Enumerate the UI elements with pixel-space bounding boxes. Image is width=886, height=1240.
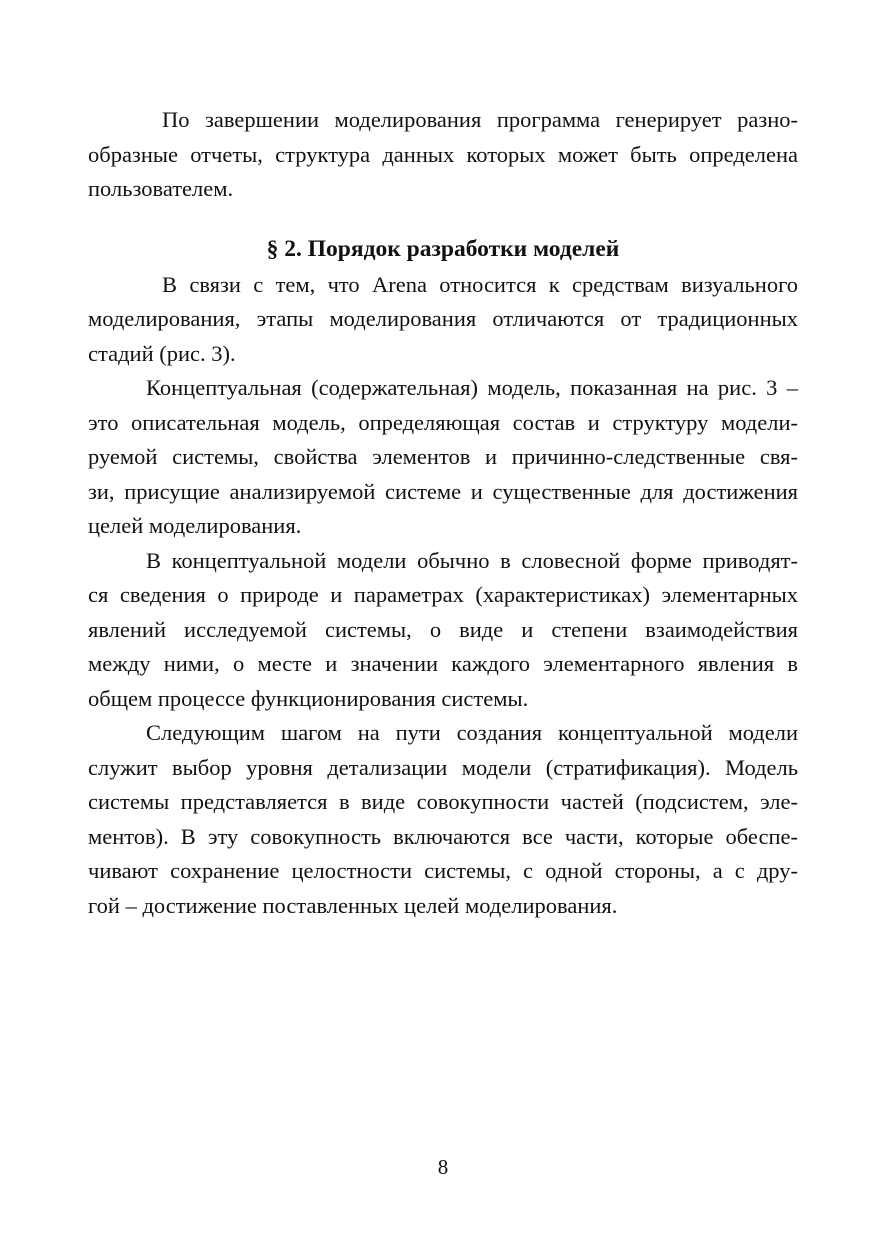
document-page [88, 103, 798, 923]
text-line: системы представляется в виде совокупности частей (подсистем, эле- [88, 789, 798, 814]
paragraph-verbal-form [88, 544, 798, 717]
page-number: 8 [437, 1155, 449, 1179]
text-line: моделирования, этапы моделирования отличаются от традиционных [88, 306, 798, 331]
text-line: ментов). В эту совокупность включаются все части, которые обеспе- [88, 823, 798, 849]
paragraph-arena-visual [88, 268, 798, 372]
text-line: руемой системы, свойства элементов и причинно-следственные свя- [88, 444, 798, 469]
text-line: между ними, о месте и значении каждого элементарного явления в [88, 651, 798, 676]
text-line: зи, присущие анализируемой системе и существенные для достижения [88, 478, 798, 504]
text-line: По завершении моделирования программа генерирует разно- [162, 107, 798, 132]
paragraph-conceptual-model [88, 371, 798, 544]
text-line: ся сведения о природе и параметрах (характеристиках) элементарных [88, 582, 798, 607]
text-line: В концептуальной модели обычно в словесной форме приводят- [146, 547, 798, 573]
text-line: Концептуальная (содержательная) модель, показанная на рис. 3 – [146, 375, 798, 400]
text-line: пользователем. [88, 176, 234, 201]
text-line: целей моделирования. [88, 513, 302, 538]
paragraph-stratification [88, 716, 798, 923]
text-line: чивают сохранение целостности системы, с одной стороны, а с дру- [88, 858, 798, 883]
text-line: общем процессе функционирования системы. [88, 685, 529, 711]
text-line: служит выбор уровня детализации модели (стратификация). Модель [88, 754, 798, 780]
text-line: Следующим шагом на пути создания концептуальной модели [146, 720, 798, 745]
text-line: это описательная модель, определяющая состав и структуру модели- [88, 409, 798, 435]
text-line: образные отчеты, структура данных которых может быть определена [88, 141, 798, 167]
intro-paragraph [88, 103, 798, 207]
text-line: стадий (рис. 3). [88, 340, 236, 366]
text-line: гой – достижение поставленных целей моделирования. [88, 892, 618, 918]
section-heading: § 2. Порядок разработки моделей [266, 235, 620, 262]
text-line: В связи с тем, что Arena относится к средствам визуального [162, 271, 798, 297]
text-line: явлений исследуемой системы, о виде и степени взаимодействия [88, 616, 798, 642]
